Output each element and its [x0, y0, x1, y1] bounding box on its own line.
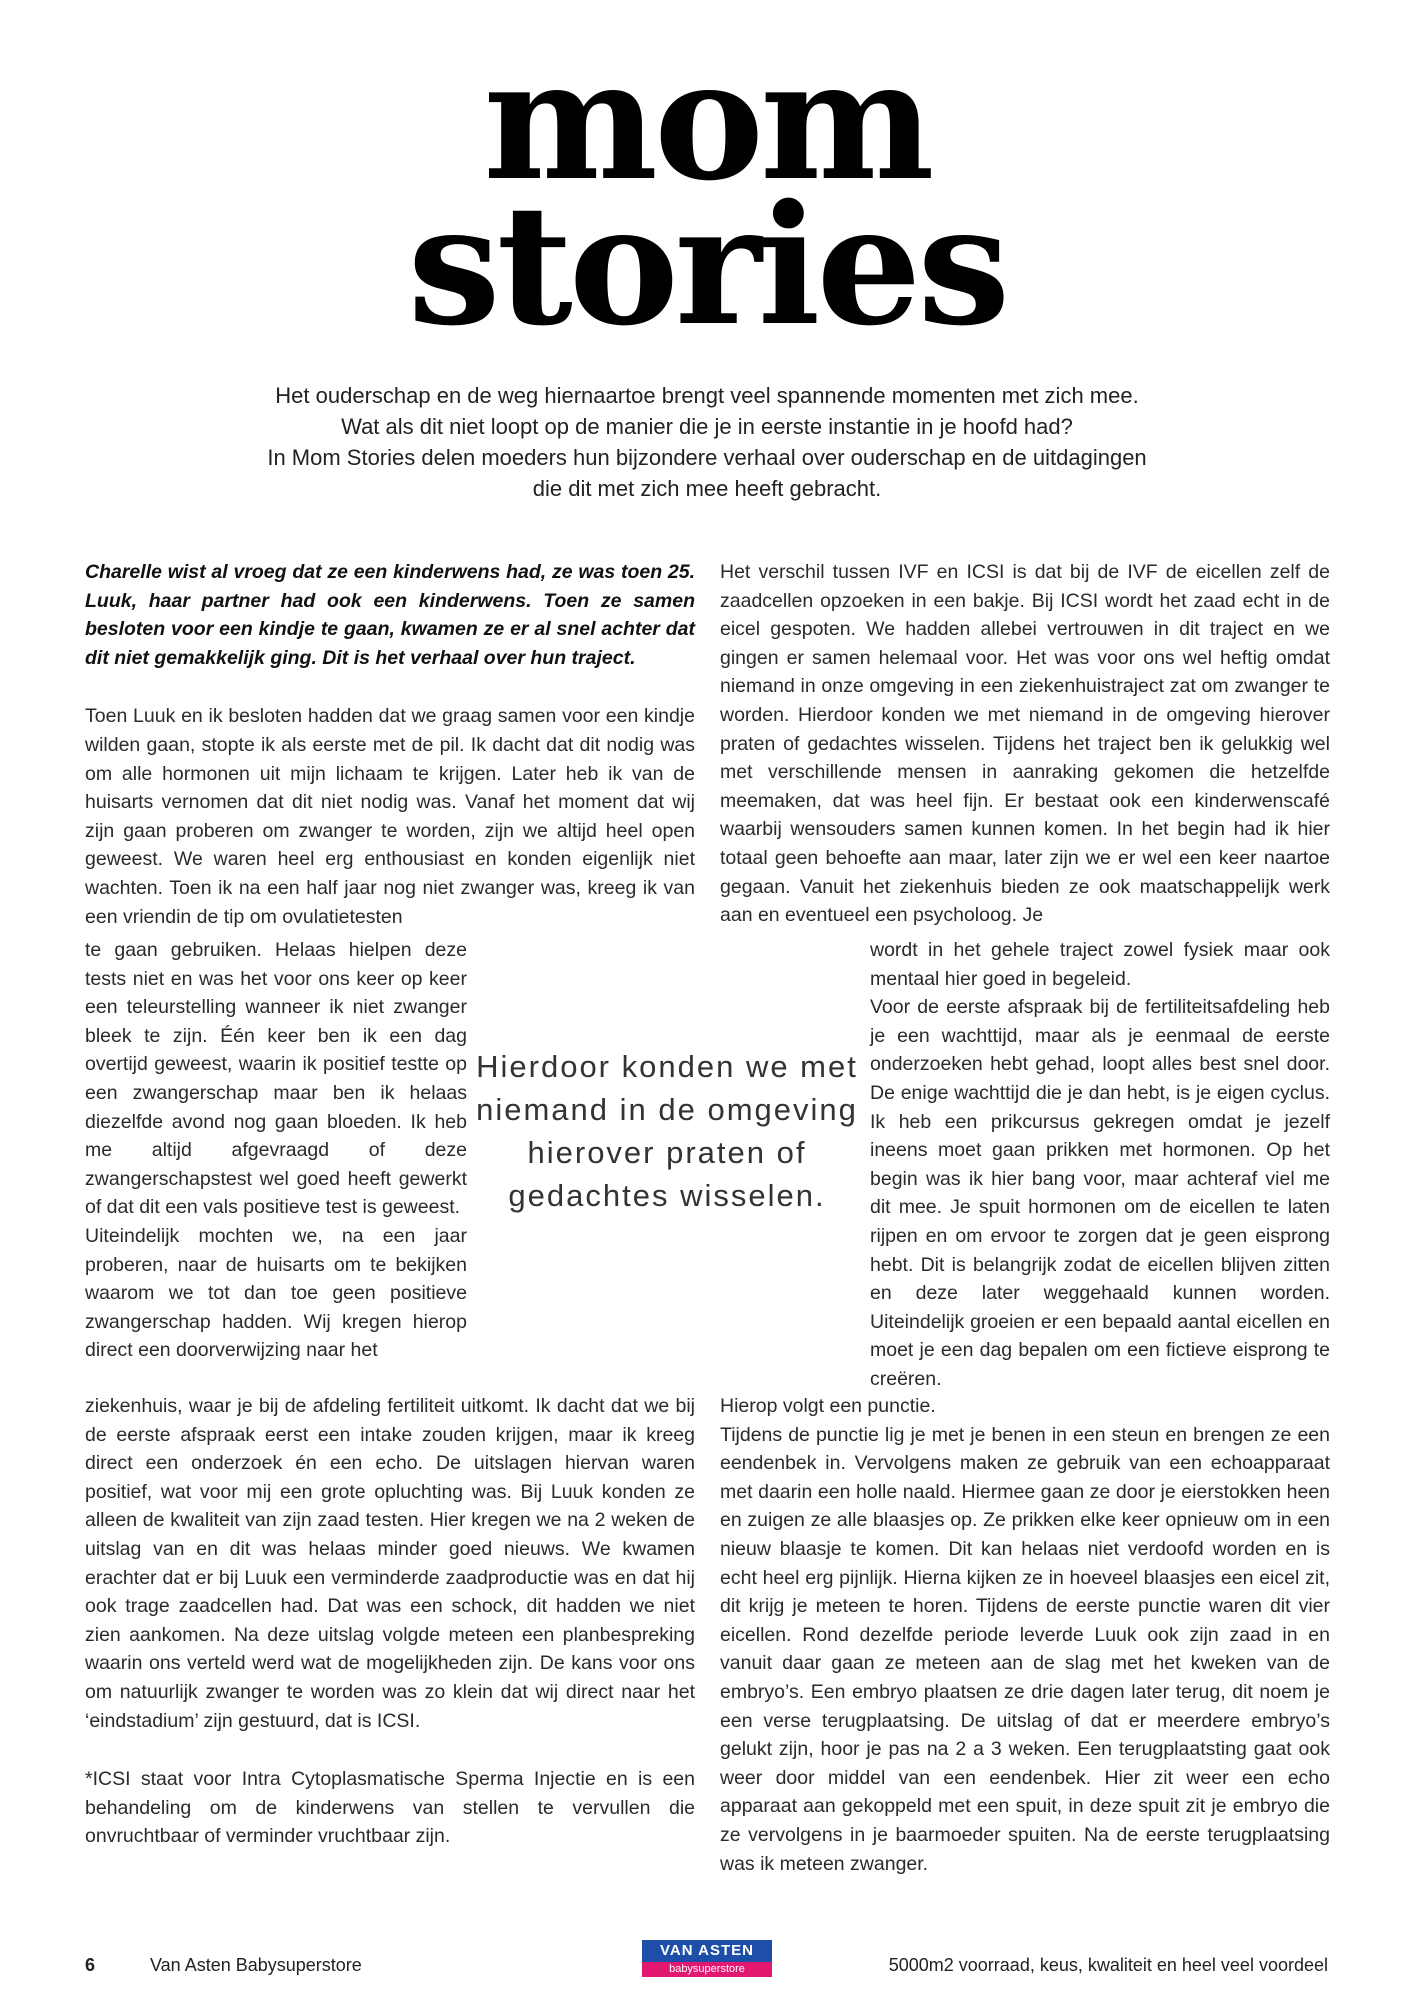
- body-paragraph: Het verschil tussen IVF en ICSI is dat bij de IVF de eicellen zelf de zaadcellen opzoeken in een bakje. Bij ICSI wordt het zaad echt in de eicel gespoten. We hadden allebei vertrouwen in dit traject en we gingen er samen helemaal voor. Het was voor ons wel heftig omdat niemand in onze omgeving in een ziekenhuistraject zat om zwanger te worden. Hierdoor konden we met niemand in de omgeving hierover praten of gedachtes wisselen. Tijdens het traject ben ik gelukkig wel met verschillende mensen in aanraking gekomen die hetzelfde meemaken, dat was heel fijn. Er bestaat ook een kinderwenscafé waarbij wensouders samen kunnen komen. In het begin had ik hier totaal geen behoefte aan maar, later zijn we er wel een keer naartoe gegaan. Vanuit het ziekenhuis bieden ze ook maatschappelijk werk aan en eventueel een psycholoog. Je: [720, 561, 1330, 927]
- intro-line: In Mom Stories delen moeders hun bijzondere verhaal over ouderschap en de uitdagingen: [267, 445, 1147, 470]
- pull-quote: Hierdoor konden we met niemand in de omgeving hierover praten of gedachtes wisselen.: [476, 1049, 858, 1213]
- body-paragraph: Uiteindelijk mochten we, na een jaar proberen, naar de huisarts om te bekijken waarom we tot dan toe geen positieve zwangerschap hadden. Wij kregen hierop direct een doorverwijzing naar het: [85, 1224, 467, 1362]
- right-column-narrow: [870, 936, 1330, 1394]
- right-column-top: [720, 558, 1330, 930]
- intro-line: Wat als dit niet loopt op de manier die je in eerste instantie in je hoofd had?: [341, 414, 1073, 439]
- logo-top-text: VAN ASTEN: [642, 1940, 772, 1962]
- footer-slogan: 5000m2 voorraad, keus, kwaliteit en heel veel voordeel: [888, 1955, 1328, 1975]
- body-paragraph: Voor de eerste afspraak bij de fertiliteitsafdeling heb je een wachttijd, maar als je eenmaal de eerste onderzoeken hebt gehad, loopt alles best snel door. De enige wachttijd die je dan hebt, is je eigen cyclus. Ik heb een prikcursus gekregen omdat je jezelf ineens moet gaan prikken met hormonen. Op het begin was ik hier bang voor, maar achteraf viel me dit mee. Je spuit hormonen om de eicellen te laten rijpen en om ervoor te zorgen dat je geen eisprong hebt. Dit is belangrijk zodat de eicellen blijven zitten en deze later weggehaald kunnen worden. Uiteindelijk groeien er een bepaald aantal eicellen en moet je een dag bepalen om een fictieve eisprong te creëren.: [870, 996, 1330, 1390]
- right-column-bottom: [720, 1392, 1330, 1878]
- intro-text: [150, 380, 1264, 504]
- van-asten-logo: [642, 1940, 772, 1978]
- left-column-bottom: [85, 1392, 695, 1851]
- body-paragraph: wordt in het gehele traject zowel fysiek maar ook mentaal hier goed in begeleid.: [870, 939, 1330, 990]
- title-stories: stories: [407, 168, 1007, 362]
- left-column-top: [85, 558, 695, 931]
- intro-line: die dit met zich mee heeft gebracht.: [532, 476, 882, 501]
- body-paragraph: Hierop volgt een punctie.: [720, 1395, 936, 1417]
- body-paragraph: ziekenhuis, waar je bij de afdeling fertiliteit uitkomt. Ik dacht dat we bij de eerste afspraak eerst een intake zouden krijgen, maar ik kreeg direct een onderzoek én een echo. De uitslagen hiervan waren positief, wat voor mij een grote opluchting was. Bij Luuk konden ze alleen de kwaliteit van zijn zaad testen. Hier kregen we na 2 weken de uitslag van en dit was helaas minder goed nieuws. We kwamen erachter dat er bij Luuk een verminderde zaadproductie was en dat hij ook trage zaadcellen had. Dat was een schock, dit hadden we niet zien aankomen. Na deze uitslag volgde meteen een planbespreking waarin ons verteld werd wat de mogelijkheden zijn. De kans voor ons om natuurlijk zwanger te worden was zo klein dat wij direct naar het ‘eindstadium’ zijn gestuurd, dat is ICSI.: [85, 1395, 695, 1732]
- footer-store-name: Van Asten Babysuperstore: [150, 1955, 362, 1975]
- page-number: 6: [85, 1955, 96, 1975]
- body-paragraph: Toen Luuk en ik besloten hadden dat we graag samen voor een kindje wilden gaan, stopte ik als eerste met de pil. Ik dacht dat dit nodig was om alle hormonen uit mijn lichaam te krijgen. Later heb ik van de huisarts vernomen dat dit niet nodig was. Vanaf het moment dat wij zijn gaan proberen om zwanger te worden, zijn we altijd heel open geweest. We waren heel erg enthousiast en konden eigenlijk niet wachten. Toen ik na een half jaar nog niet zwanger was, kreeg ik van een vriendin de tip om ovulatietesten: [85, 705, 695, 928]
- intro-line: Het ouderschap en de weg hiernaartoe brengt veel spannende momenten met zich mee.: [275, 383, 1139, 408]
- body-paragraph: Tijdens de punctie lig je met je benen in een steun en brengen ze een eendenbek in. Vervolgens maken ze gebruik van een echoapparaat met daarin een holle naald. Hiermee gaan ze door je eierstokken heen en zuigen ze alle blaasjes op. Ze prikken elke keer opnieuw om in een nieuw blaasje te komen. Dit kan helaas niet verdoofd worden en is echt heel erg pijnlijk. Hierna kijken ze in hoeveel blaasjes een eicel zit, dit krijg je meteen te horen. Tijdens de eerste punctie waren dit vier eicellen. Rond dezelfde periode leverde Luuk ook zijn zaad in en vanuit daar gaan ze meteen aan de slag met het kweken van de embryo’s. Een embryo plaatsen ze drie dagen later terug, dit noem je een verse terugplaatsing. De uitslag of dat er meerdere embryo’s gelukt zijn, hoor je pas na 2 a 3 weken. Een terugplaatsting gaat ook weer door middel van een eendenbek. Hier zit weer een echo apparaat aan gekoppeld met een spuit, in deze spuit zit je embryo die ze vervolgens in je baarmoeder spuiten. Na de eerste terugplaatsing was ik meteen zwanger.: [720, 1423, 1330, 1875]
- lead-paragraph: Charelle wist al vroeg dat ze een kinderwens had, ze was toen 25. Luuk, haar partner had ook een kinderwens. Toen ze samen besloten voor een kindje te gaan, kwamen ze er al snel achter dat dit niet gemakkelijk ging. Dit is het verhaal over hun traject.: [85, 561, 695, 669]
- footnote: *ICSI staat voor Intra Cytoplasmatische Sperma Injectie en is een behandeling om de kinderwens van stellen te vervullen die onvruchtbaar of verminder vruchtbaar zijn.: [85, 1768, 695, 1848]
- logo-bottom-text: babysuperstore: [642, 1962, 772, 1977]
- title-mom: mom: [483, 23, 931, 217]
- body-paragraph: te gaan gebruiken. Helaas hielpen deze tests niet en was het voor ons keer op keer een teleurstelling wanneer ik niet zwanger bleek te zijn. Één keer ben ik een dag overtijd geweest, waarin ik positief testte op een zwangerschap maar ben ik helaas diezelfde avond nog gaan bloeden. Ik heb me altijd afgevraagd of deze zwangerschapstest wel goed heeft gewerkt of dat dit een vals positieve test is geweest.: [85, 939, 467, 1219]
- left-column-narrow: [85, 936, 467, 1365]
